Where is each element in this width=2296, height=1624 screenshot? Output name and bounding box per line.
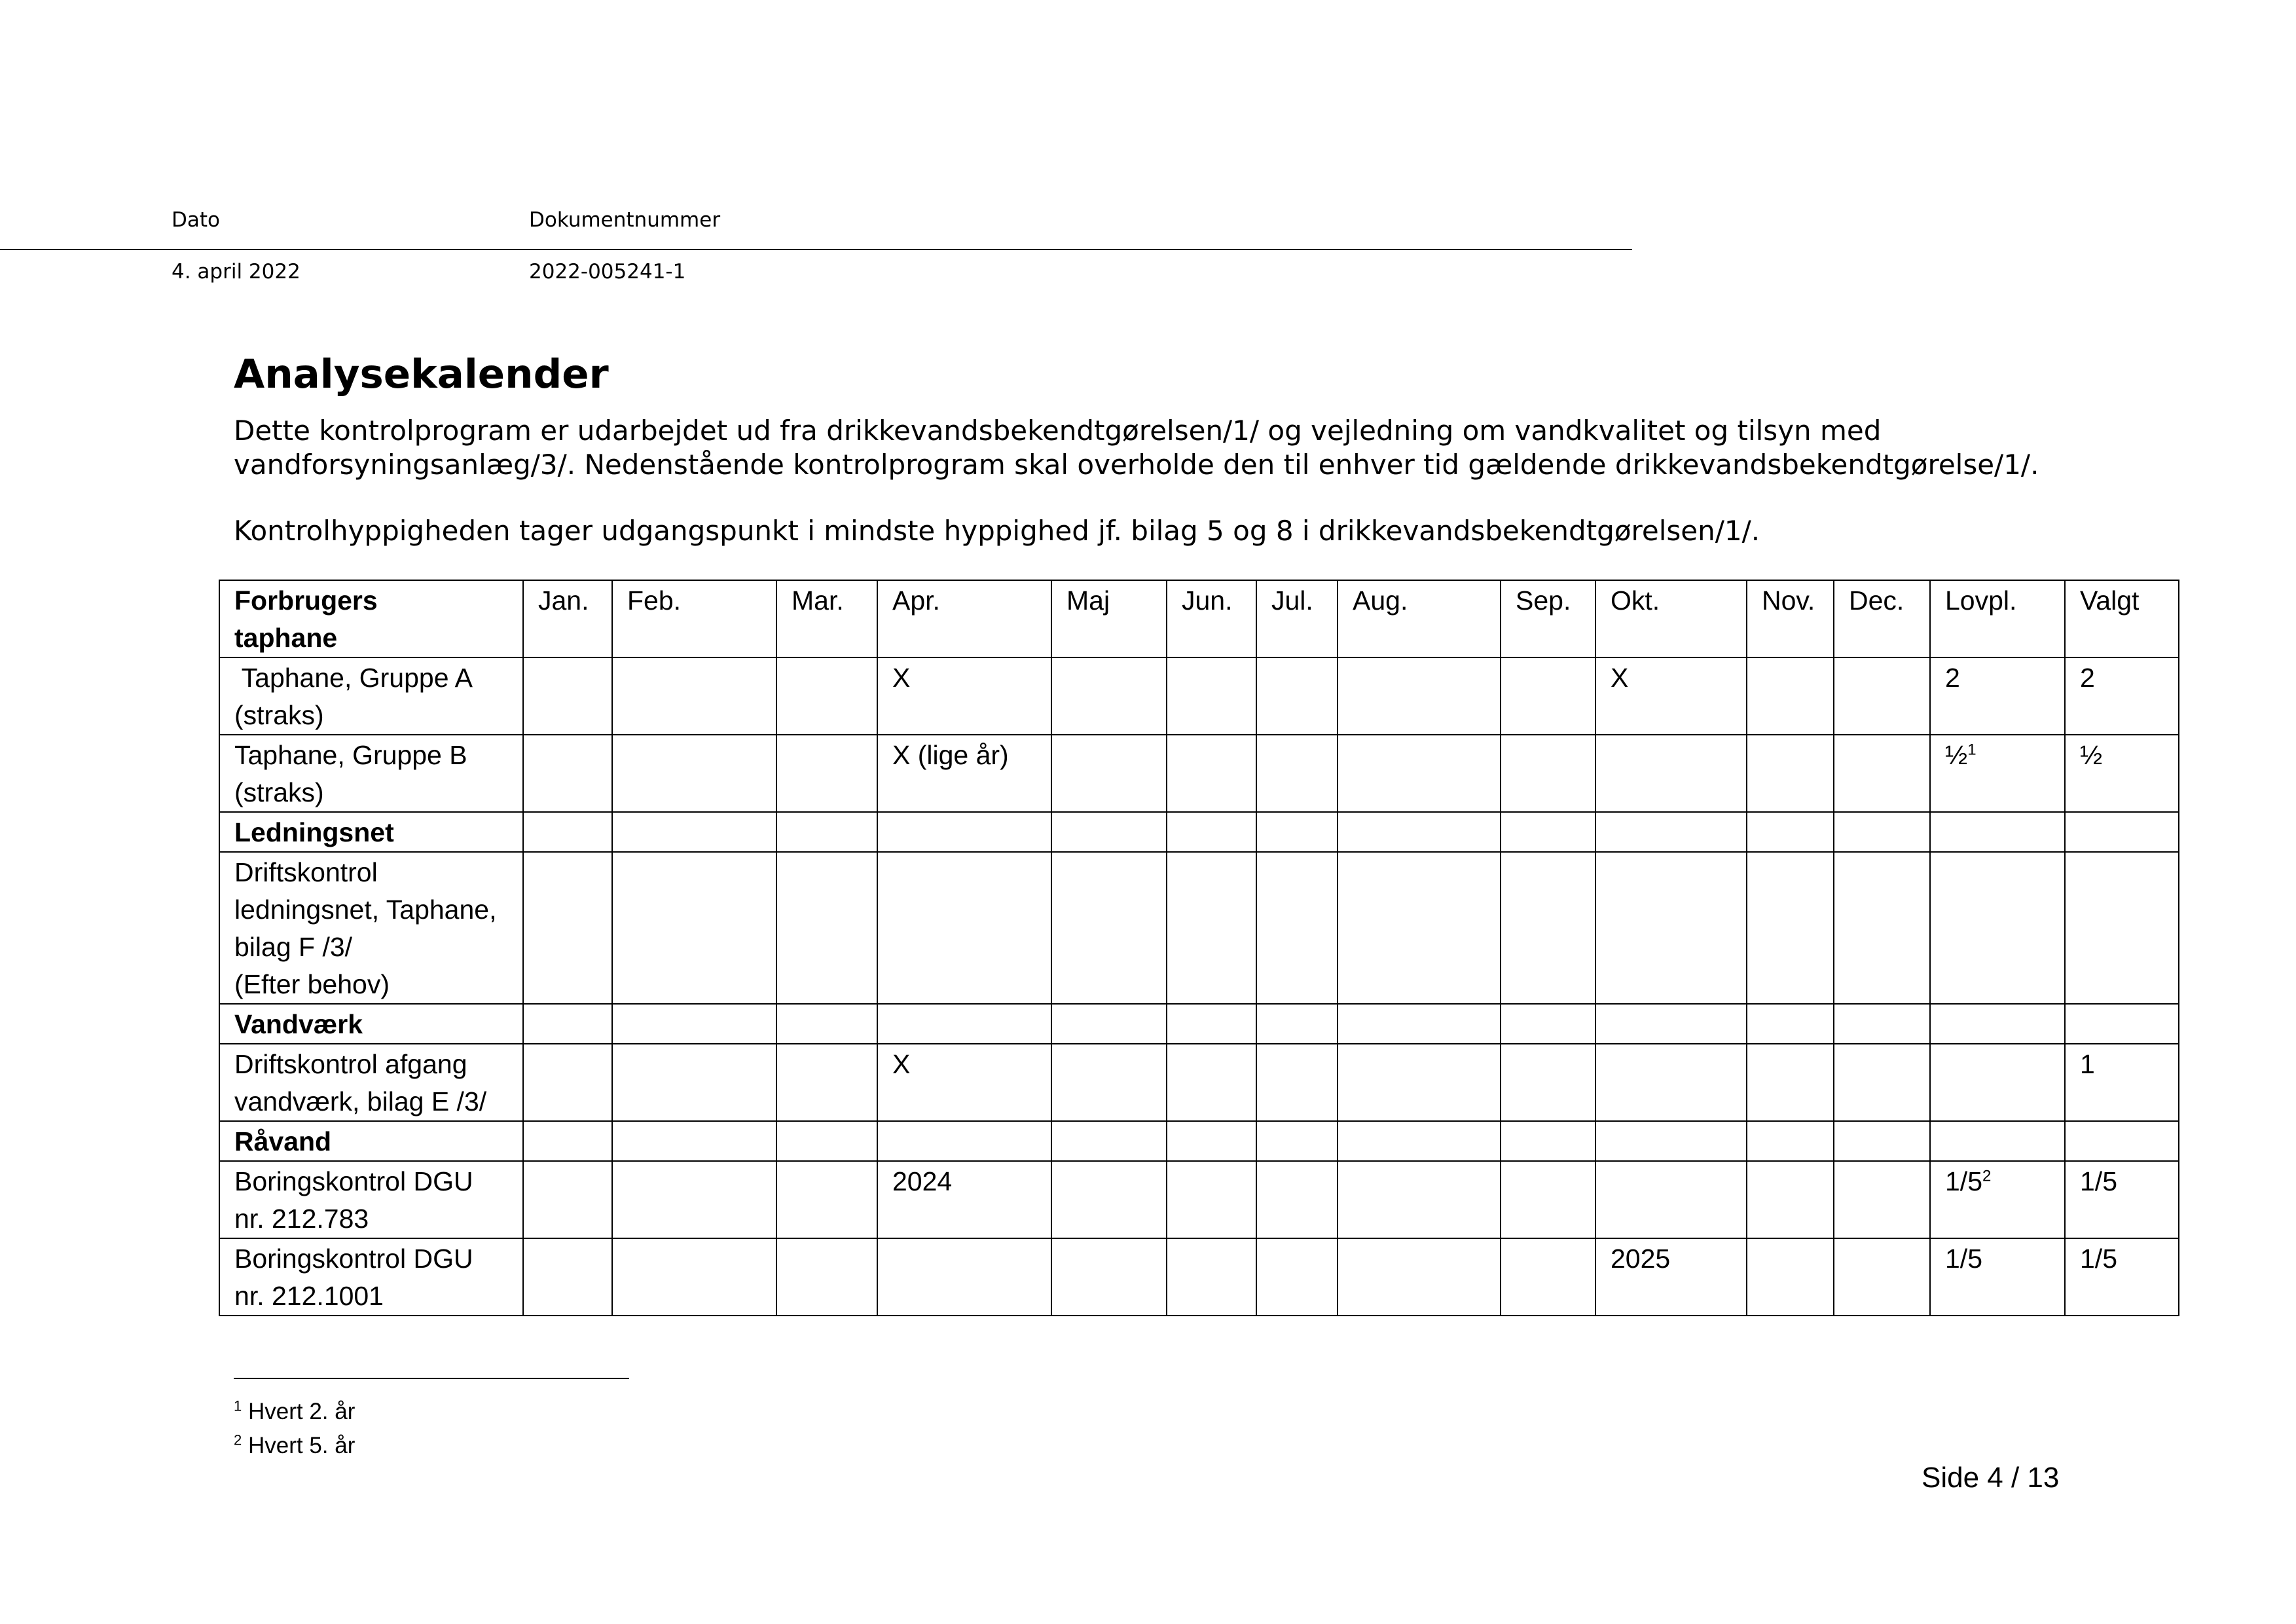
header-cell-dec: Dec. [1834, 580, 1930, 657]
row-label: Taphane, Gruppe B (straks) [219, 735, 523, 812]
table-header-row [219, 580, 2179, 657]
document-number-value: 2022-005241-1 [529, 260, 686, 284]
cell-apr: X (lige år) [877, 735, 1051, 812]
cell-apr: X [877, 657, 1051, 735]
header-cell-jan: Jan. [523, 580, 612, 657]
header-cell-feb: Feb. [612, 580, 776, 657]
cell-apr: 2024 [877, 1161, 1051, 1238]
cell-apr: X [877, 1044, 1051, 1121]
section-row [219, 1004, 2179, 1044]
cell-valgt: 1/5 [2065, 1161, 2179, 1238]
cell-lovpl: $1/5^2$ [1930, 1161, 2065, 1238]
page-title: Analysekalender [234, 351, 609, 397]
document-number-label: Dokumentnummer [529, 208, 721, 232]
section-row [219, 1121, 2179, 1161]
header-cell-first: Forbrugers taphane [219, 580, 523, 657]
header-cell-jun: Jun. [1167, 580, 1256, 657]
table-row [219, 657, 2179, 735]
cell-valgt: 2 [2065, 657, 2179, 735]
header-cell-apr: Apr. [877, 580, 1051, 657]
intro-paragraph-line-2: vandforsyningsanlæg/3/. Nedenstående kontrolprogram skal overholde den til enhver tid gældende drikkevandsbekendtgørelse/1/. [234, 449, 2039, 481]
section-row [219, 812, 2179, 852]
cell-lovpl: 2 [1930, 657, 2065, 735]
header-cell-okt: Okt. [1595, 580, 1747, 657]
row-label: Boringskontrol DGU nr. 212.1001 [219, 1238, 523, 1316]
header-cell-maj: Maj [1051, 580, 1167, 657]
cell-okt: 2025 [1595, 1238, 1747, 1316]
footnote-ref-1: 1 [1967, 741, 1977, 759]
section-heading-vandvaerk: Vandværk [219, 1004, 523, 1044]
header-cell-nov: Nov. [1747, 580, 1834, 657]
header-cell-mar: Mar. [776, 580, 877, 657]
row-label: Taphane, Gruppe A (straks) [219, 657, 523, 735]
section-heading-raavand: Råvand [219, 1121, 523, 1161]
footnote-divider [234, 1378, 629, 1379]
header-divider [0, 249, 1632, 250]
header-cell-aug: Aug. [1338, 580, 1501, 657]
header-cell-valgt: Valgt [2065, 580, 2179, 657]
header-cell-sep: Sep. [1501, 580, 1595, 657]
table-row [219, 1044, 2179, 1121]
cell-lovpl: 1/5 [1930, 1238, 2065, 1316]
intro-paragraph-line-1: Dette kontrolprogram er udarbejdet ud fra drikkevandsbekendtgørelsen/1/ og vejledning om vandkvalitet og tilsyn med [234, 415, 1882, 447]
date-value: 4. april 2022 [172, 260, 301, 284]
cell-valgt: 1/5 [2065, 1238, 2179, 1316]
row-label: Driftskontrol afgang vandværk, bilag E /3/ [219, 1044, 523, 1121]
row-label: Boringskontrol DGU nr. 212.783 [219, 1161, 523, 1238]
row-label: Driftskontrol ledningsnet, Taphane, bilag F /3/ (Efter behov) [219, 852, 523, 1004]
footnote-1: $^1$ Hvert 2. år [234, 1397, 355, 1424]
cell-valgt: ½ [2065, 735, 2179, 812]
date-label: Dato [172, 208, 220, 232]
table-row [219, 852, 2179, 1004]
cell-valgt: 1 [2065, 1044, 2179, 1121]
header-cell-jul: Jul. [1256, 580, 1338, 657]
page-number: Side 4 / 13 [1922, 1462, 2060, 1494]
footnote-2: $^2$ Hvert 5. år [234, 1431, 355, 1458]
footnote-ref-2: 2 [1982, 1167, 1992, 1185]
cell-okt: X [1595, 657, 1747, 735]
analysis-calendar-table [219, 580, 2179, 1316]
cell-lovpl: ½$^1$ [1930, 735, 2065, 812]
section-heading-ledningsnet: Ledningsnet [219, 812, 523, 852]
table-row [219, 1238, 2179, 1316]
frequency-paragraph: Kontrolhyppigheden tager udgangspunkt i mindste hyppighed jf. bilag 5 og 8 i drikkevandsbekendtgørelsen/1/. [234, 515, 1760, 547]
table-row [219, 1161, 2179, 1238]
table-row [219, 735, 2179, 812]
header-cell-lovpl: Lovpl. [1930, 580, 2065, 657]
